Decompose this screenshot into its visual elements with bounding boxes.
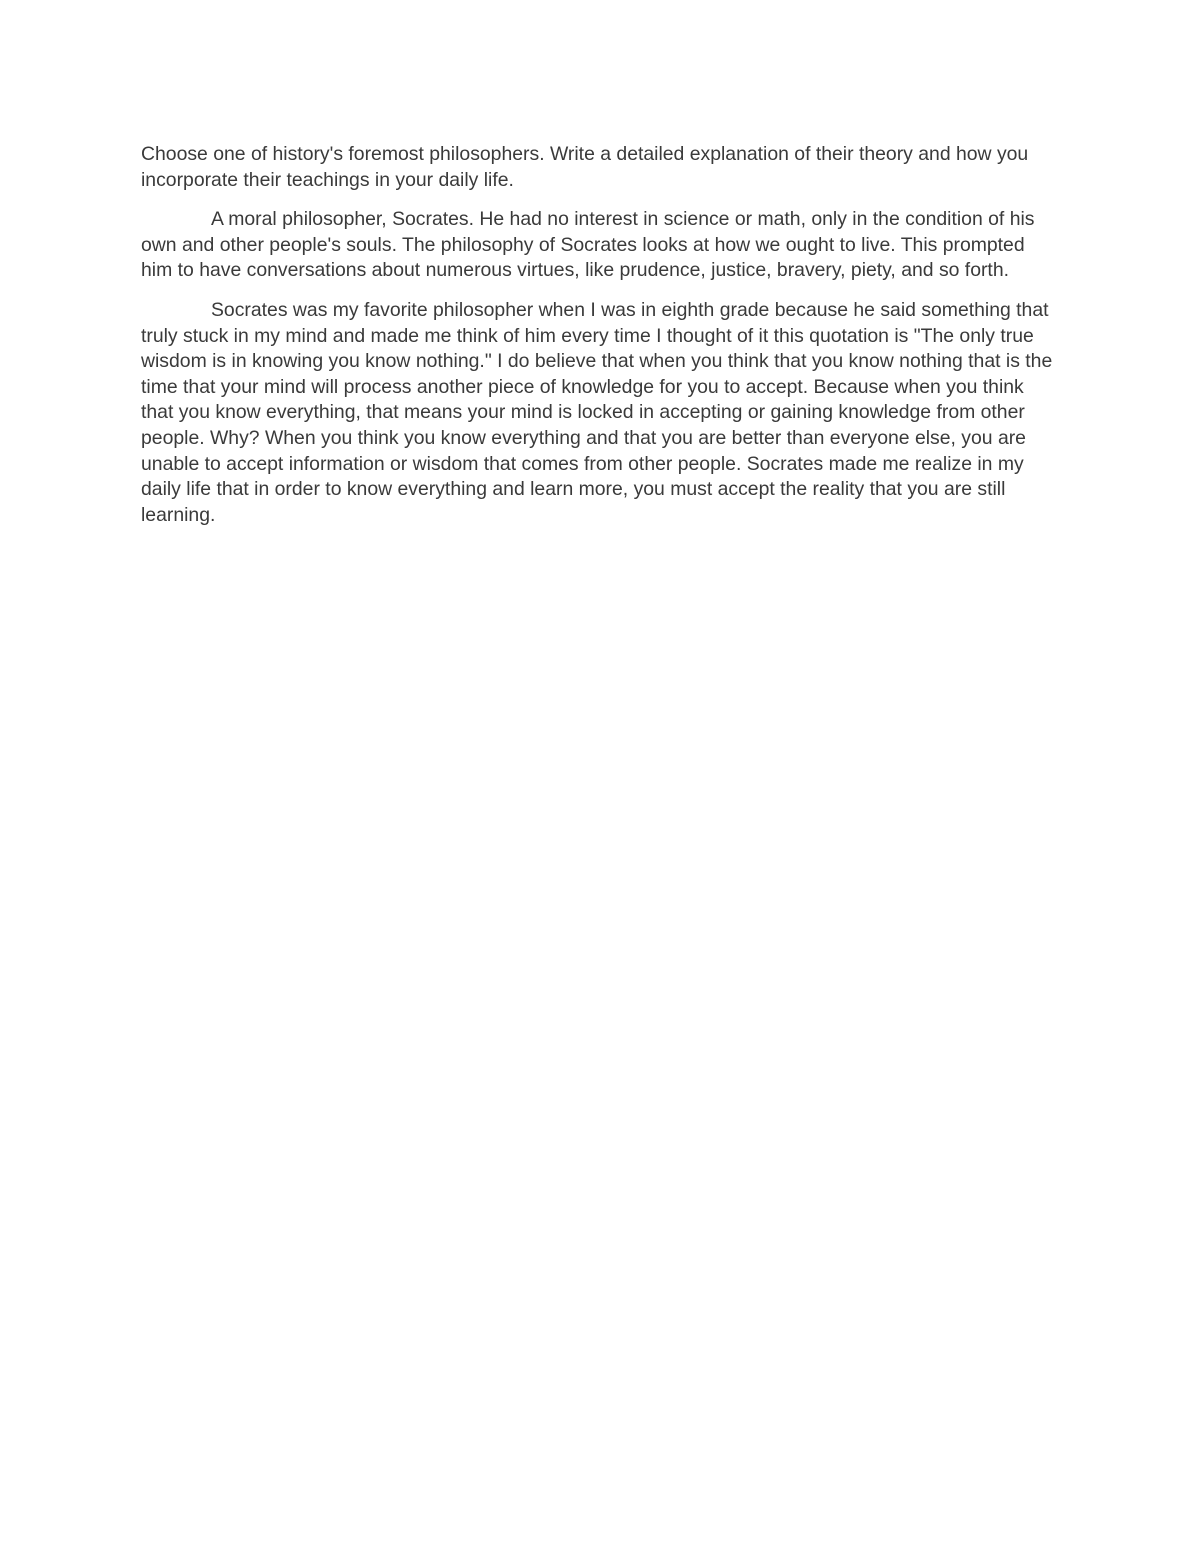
prompt-paragraph: Choose one of history's foremost philosophers. Write a detailed explanation of their theory and how you incorporate their teachings in your daily life. (141, 143, 1029, 191)
document-body (141, 142, 1061, 542)
body-paragraph-2: Socrates was my favorite philosopher when I was in eighth grade because he said something that truly stuck in my mind and made me think of him every time I thought of it this quotation is "The only true wisdom is in knowing you know nothing." I do believe that when you think that you know nothing that is the time that your mind will process another piece of knowledge for you to accept. Because when you think that you know everything, that means your mind is locked in accepting or gaining knowledge from other people. Why? When you think you know everything and that you are better than everyone else, you are unable to accept information or wisdom that comes from other people. Socrates made me realize in my daily life that in order to know everything and learn more, you must accept the reality that you are still learning. (141, 298, 1053, 526)
body-paragraph-1: A moral philosopher, Socrates. He had no interest in science or math, only in the condition of his own and other people's souls. The philosophy of Socrates looks at how we ought to live. This prompted him to have conversations about numerous virtues, like prudence, justice, bravery, piety, and so forth. (141, 208, 1035, 282)
